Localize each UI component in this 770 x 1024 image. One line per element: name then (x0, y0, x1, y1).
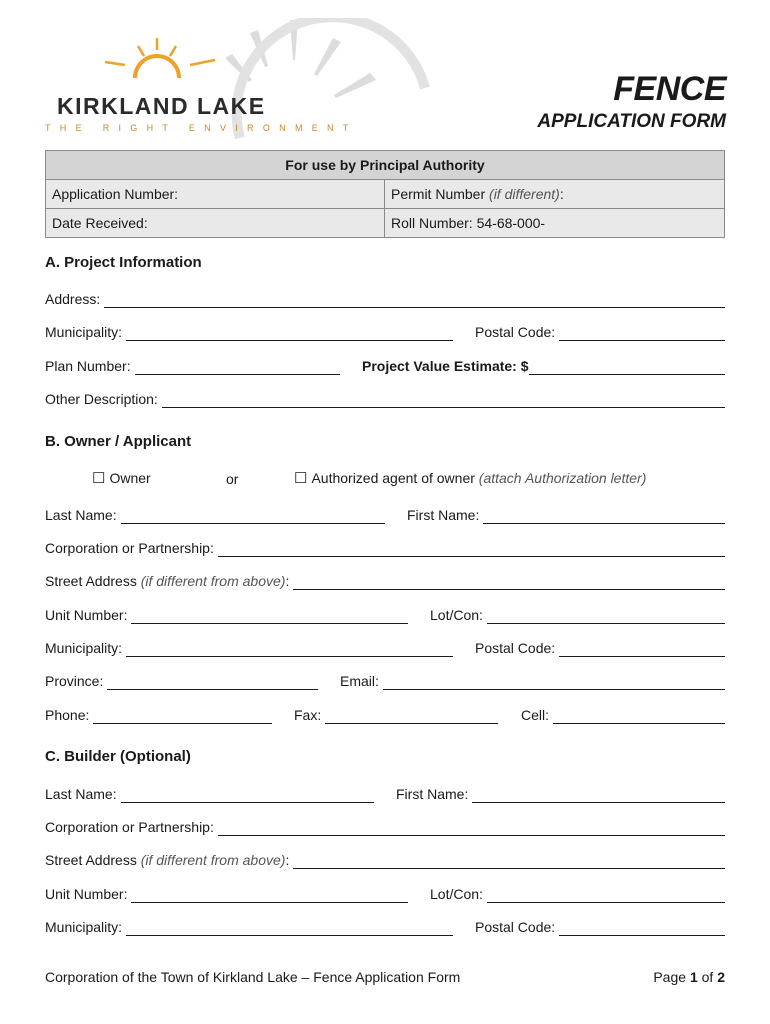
roll-number-cell[interactable]: Roll Number: 54-68-000- (385, 209, 725, 238)
brand-tagline: THE RIGHT ENVIRONMENT (45, 123, 358, 133)
or-label: or (226, 471, 239, 487)
owner-province-field[interactable]: Province: (45, 670, 318, 690)
project-value-field[interactable]: Project Value Estimate: $ (362, 355, 725, 375)
other-description-field[interactable]: Other Description: (45, 388, 725, 408)
owner-unit-number-field[interactable]: Unit Number: (45, 604, 408, 624)
builder-unit-number-field[interactable]: Unit Number: (45, 883, 408, 903)
owner-corporation-field[interactable]: Corporation or Partnership: (45, 537, 725, 557)
table-heading: For use by Principal Authority (46, 151, 725, 180)
owner-fax-field[interactable]: Fax: (294, 704, 498, 724)
builder-street-address-field[interactable]: Street Address (if different from above): (45, 849, 725, 869)
checkbox-icon: ☐ (92, 470, 106, 487)
builder-lot-con-field[interactable]: Lot/Con: (430, 883, 725, 903)
owner-phone-field[interactable]: Phone: (45, 704, 272, 724)
section-b-heading: B. Owner / Applicant (45, 433, 192, 450)
brand-name: KIRKLAND LAKE (57, 93, 266, 119)
owner-last-name-field[interactable]: Last Name: (45, 504, 385, 524)
postal-code-field[interactable]: Postal Code: (475, 321, 725, 341)
owner-checkbox[interactable]: ☐ Owner (92, 470, 151, 487)
owner-first-name-field[interactable]: First Name: (407, 504, 725, 524)
owner-email-field[interactable]: Email: (340, 670, 725, 690)
section-c-heading: C. Builder (Optional) (45, 748, 191, 765)
page-number: Page 1 of 2 (653, 969, 725, 985)
plan-number-field[interactable]: Plan Number: (45, 355, 340, 375)
permit-number-cell[interactable]: Permit Number (if different): (385, 180, 725, 209)
form-title: FENCE (613, 70, 726, 108)
kirkland-lake-logo (40, 18, 440, 143)
builder-postal-code-field[interactable]: Postal Code: (475, 916, 725, 936)
principal-authority-table (45, 150, 725, 238)
owner-lot-con-field[interactable]: Lot/Con: (430, 604, 725, 624)
builder-first-name-field[interactable]: First Name: (396, 783, 725, 803)
builder-last-name-field[interactable]: Last Name: (45, 783, 374, 803)
owner-cell-field[interactable]: Cell: (521, 704, 725, 724)
form-subtitle: APPLICATION FORM (537, 111, 726, 132)
checkbox-icon: ☐ (294, 470, 308, 487)
agent-checkbox[interactable]: ☐ Authorized agent of owner (attach Authorization letter) (294, 470, 647, 487)
application-number-cell[interactable]: Application Number: (46, 180, 385, 209)
section-a-heading: A. Project Information (45, 254, 202, 271)
builder-corporation-field[interactable]: Corporation or Partnership: (45, 816, 725, 836)
date-received-cell[interactable]: Date Received: (46, 209, 385, 238)
owner-municipality-field[interactable]: Municipality: (45, 637, 453, 657)
owner-street-address-field[interactable]: Street Address (if different from above): (45, 570, 725, 590)
address-field[interactable]: Address: (45, 288, 725, 308)
footer-text: Corporation of the Town of Kirkland Lake – Fence Application Form (45, 969, 461, 985)
municipality-field[interactable]: Municipality: (45, 321, 453, 341)
builder-municipality-field[interactable]: Municipality: (45, 916, 453, 936)
owner-postal-code-field[interactable]: Postal Code: (475, 637, 725, 657)
